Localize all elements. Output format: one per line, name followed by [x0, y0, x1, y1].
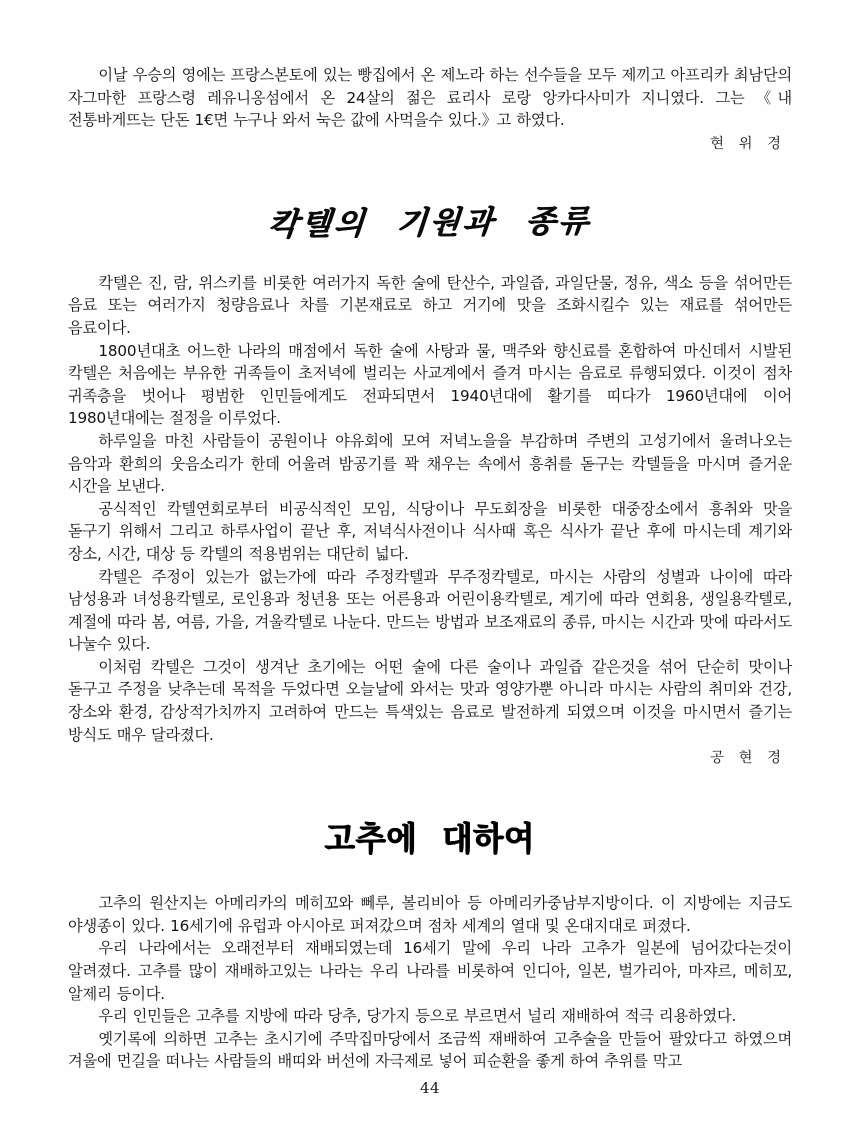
page-number: 44	[419, 1079, 441, 1097]
article-cocktail-title: 칵텔의 기원과 종류	[266, 203, 593, 243]
article-pepper-title: 고추에 대하여	[324, 819, 536, 859]
article-cocktail-byline: 공 현 경	[710, 750, 786, 767]
paragraph: 이처럼 칵텔은 그것이 생겨난 초기에는 어떤 술에 다른 술이나 과일즙 같은것을 섞어 단순히 맛이나 돋구고 주정을 낮추는데 목적을 두었다면 오늘날에 와서는 맛과 영양가뿐 아니라 마시는 사람의 취미와 건강, 장소와 환경, 감상적가치까지 고려하여 만드는 특색있는 음료로 발전하게 되였으며 이것을 마시면서 즐기는 방식도 매우 달라졌다.	[68, 657, 792, 744]
paragraph: 우리 나라에서는 오래전부터 재배되였는데 16세기 말에 우리 나라 고추가 일본에 넘어갔다는것이 알려졌다. 고추를 많이 재배하고있는 나라는 우리 나라를 비롯하여 인디아, 일본, 벌가리아, 마쟈르, 메히꼬, 알제리 등이다.	[68, 939, 792, 1003]
paragraph: 하루일을 마친 사람들이 공원이나 야유회에 모여 저녁노을을 부감하며 주변의 고성기에서 울려나오는 음악과 환희의 웃음소리가 한데 어울려 밤공기를 꽉 채우는 속에서 흥취를 돋구는 칵텔들을 마시며 즐거운 시간을 보낸다.	[68, 431, 792, 496]
article-continued-byline: 현 위 경	[710, 135, 786, 152]
paragraph: 옛기록에 의하면 고추는 초시기에 주막집마당에서 조금씩 재배하여 고추술을 만들어 팔았다고 하였으며 겨울에 먼길을 떠나는 사람들의 배띠와 버선에 자극제로 넣어 피순환을 좋게 하여 추위를 막고	[68, 1029, 792, 1071]
page-content-column	[68, 0, 792, 1073]
paragraph: 칵텔은 진, 람, 위스키를 비롯한 여러가지 독한 술에 탄산수, 과일즙, 과일단물, 정유, 색소 등을 섞어만든 음료 또는 여러가지 청량음료나 차를 기본재료로 하고 거기에 맛을 조화시킬수 있는 재료를 섞어만든 음료이다.	[68, 273, 792, 337]
article-cocktail-section	[68, 197, 792, 767]
paragraph: 1800년대초 어느한 나라의 매점에서 독한 술에 사탕과 물, 맥주와 향신료를 혼합하여 마신데서 시발된 칵텔은 처음에는 부유한 귀족들이 초저녁에 벌리는 사교계에서 즐겨 마시는 음료로 류행되였다. 이것이 점차 귀족층을 벗어나 평범한 인민들에게도 전파되면서 1940년대에 활기를 띠다가 1960년대에 이어 1980년대에는 절정을 이루었다.	[68, 341, 792, 428]
paragraph: 칵텔은 주정이 있는가 없는가에 따라 주정칵텔과 무주정칵텔로, 마시는 사람의 성별과 나이에 따라 남성용과 녀성용칵텔로, 로인용과 청년용 또는 어른용과 어린이용칵텔로, 계기에 따라 연회용, 생일용칵텔로, 계절에 따라 봄, 여름, 가을, 겨울칵텔로 나눈다. 만드는 방법과 보조재료의 종류, 마시는 시간과 맛에 따라서도 나눌수 있다.	[68, 567, 792, 654]
article-pepper-section	[68, 813, 792, 1073]
paragraph: 고추의 원산지는 아메리카의 메히꼬와 뻬루, 볼리비아 등 아메리카중남부지방이다. 이 지방에는 지금도 야생종이 있다. 16세기에 유럽과 아시아로 퍼져갔으며 점차 세계의 열대 및 온대지대로 퍼졌다.	[68, 894, 792, 935]
paragraph: 공식적인 칵텔연회로부터 비공식적인 모임, 식당이나 무도회장을 비롯한 대중장소에서 흥취와 맛을 돋구기 위해서 그리고 하루사업이 끝난 후, 저녁식사전이나 식사때 혹은 식사가 끝난 후에 마시는데 계기와 장소, 시간, 대상 등 칵텔의 적용범위는 대단히 넓다.	[68, 499, 792, 563]
paragraph: 이날 우승의 영에는 프랑스본토에 있는 빵집에서 온 제노라 하는 선수들을 모두 제끼고 아프리카 최남단의 자그마한 프랑스령 레유니옹섬에서 온 24살의 젊은 료리사 로랑 앙카다사미가 지니였다. 그는 《내 전통바게뜨는 단돈 1€면 누구나 와서 눅은 값에 사먹을수 있다.》고 하였다.	[68, 66, 792, 130]
article-continued-section	[68, 0, 792, 153]
paragraph: 우리 인민들은 고추를 지방에 따라 당추, 당가지 등으로 부르면서 널리 재배하여 적극 리용하였다.	[98, 1007, 737, 1026]
